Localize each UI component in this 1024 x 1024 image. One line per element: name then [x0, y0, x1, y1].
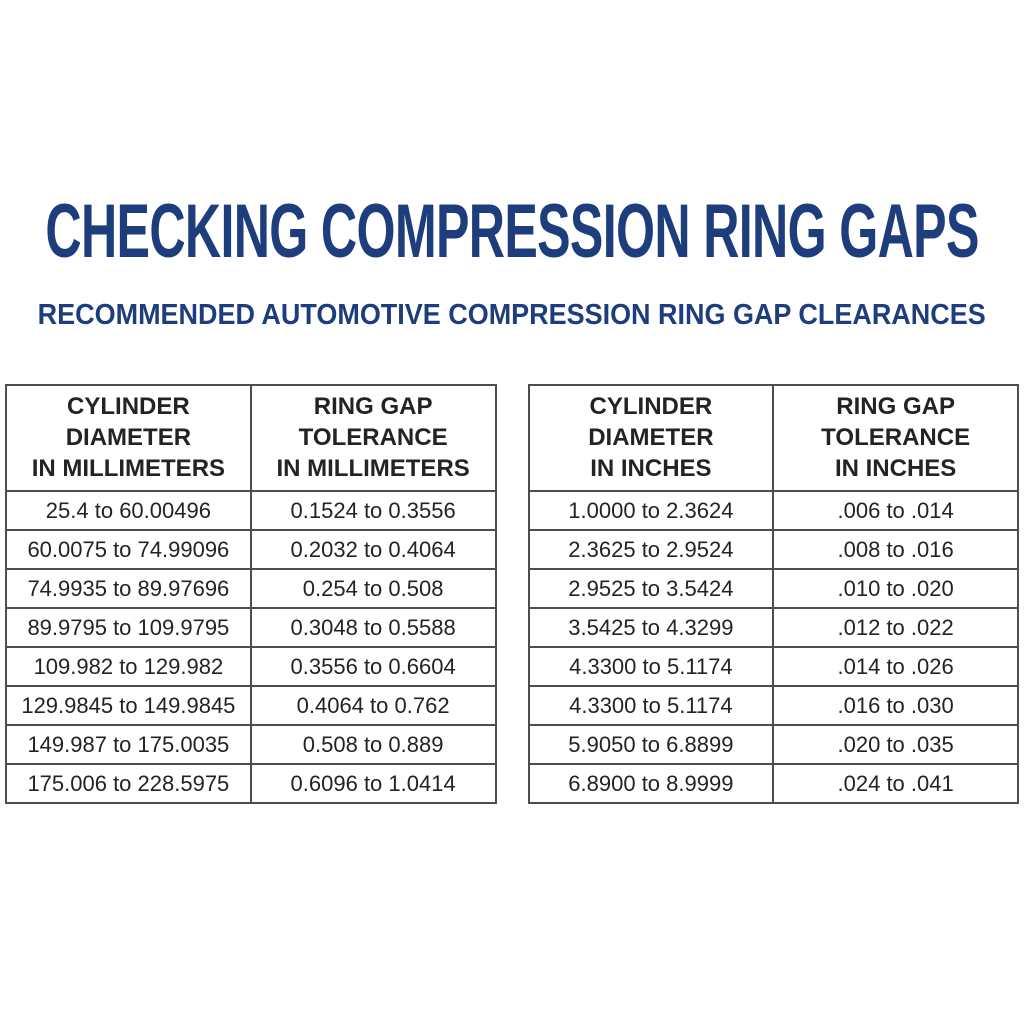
page-subtitle: [0, 301, 1024, 330]
diameter-cell: 149.987 to 175.0035: [6, 725, 251, 764]
tolerance-cell: 0.3048 to 0.5588: [251, 608, 496, 647]
tolerance-cell: .024 to .041: [773, 764, 1018, 803]
table-row: [6, 686, 496, 725]
diameter-cell: 175.006 to 228.5975: [6, 764, 251, 803]
diameter-cell: 109.982 to 129.982: [6, 647, 251, 686]
tolerance-cell: 0.508 to 0.889: [251, 725, 496, 764]
table-row: [529, 569, 1019, 608]
diameter-cell: 4.3300 to 5.1174: [529, 686, 774, 725]
diameter-cell: 74.9935 to 89.97696: [6, 569, 251, 608]
header-line: CYLINDER: [589, 393, 713, 420]
document-page: [0, 189, 1024, 1024]
tolerance-cell: .012 to .022: [773, 608, 1018, 647]
table-row: [6, 725, 496, 764]
header-cylinder-diameter-in: [529, 385, 774, 491]
header-line: IN INCHES: [834, 455, 957, 482]
tolerance-cell: 0.1524 to 0.3556: [251, 491, 496, 530]
header-line: RING GAP: [836, 393, 955, 420]
table-row: [6, 569, 496, 608]
diameter-cell: 6.8900 to 8.9999: [529, 764, 774, 803]
header-line: RING GAP: [313, 393, 433, 420]
header-line: TOLERANCE: [298, 424, 448, 451]
tolerance-cell: .006 to .014: [773, 491, 1018, 530]
header-line: IN INCHES: [590, 455, 712, 482]
table-row: [6, 491, 496, 530]
table-row: [6, 647, 496, 686]
table-row: [529, 608, 1019, 647]
diameter-cell: 4.3300 to 5.1174: [529, 647, 774, 686]
diameter-cell: 2.3625 to 2.9524: [529, 530, 774, 569]
header-line: CYLINDER: [67, 393, 190, 420]
tolerance-cell: .016 to .030: [773, 686, 1018, 725]
header-ring-gap-tolerance-in: [773, 385, 1018, 491]
tolerance-cell: .020 to .035: [773, 725, 1018, 764]
table-row: [6, 530, 496, 569]
tolerance-cell: .014 to .026: [773, 647, 1018, 686]
header-line: IN MILLIMETERS: [31, 455, 226, 482]
header-line: DIAMETER: [65, 424, 192, 451]
tolerance-cell: 0.3556 to 0.6604: [251, 647, 496, 686]
table-row: [529, 686, 1019, 725]
diameter-cell: 3.5425 to 4.3299: [529, 608, 774, 647]
header-ring-gap-tolerance-mm: [251, 385, 496, 491]
diameter-cell: 5.9050 to 6.8899: [529, 725, 774, 764]
table-inches: [528, 384, 1020, 804]
header-line: DIAMETER: [588, 424, 714, 451]
table-row: [529, 764, 1019, 803]
page-title: [0, 189, 1024, 274]
tables-row: [0, 384, 1024, 804]
table-millimeters-head: [6, 385, 496, 491]
tolerance-cell: 0.4064 to 0.762: [251, 686, 496, 725]
diameter-cell: 1.0000 to 2.3624: [529, 491, 774, 530]
header-line: IN MILLIMETERS: [276, 455, 470, 482]
tolerance-cell: .010 to .020: [773, 569, 1018, 608]
header-line: TOLERANCE: [821, 424, 971, 451]
table-inches-head: [529, 385, 1019, 491]
header-row: [6, 385, 496, 491]
diameter-cell: 89.9795 to 109.9795: [6, 608, 251, 647]
diameter-cell: 129.9845 to 149.9845: [6, 686, 251, 725]
table-millimeters-body: [6, 491, 496, 803]
table-row: [6, 764, 496, 803]
diameter-cell: 2.9525 to 3.5424: [529, 569, 774, 608]
tolerance-cell: 0.2032 to 0.4064: [251, 530, 496, 569]
diameter-cell: 60.0075 to 74.99096: [6, 530, 251, 569]
header-row: [529, 385, 1019, 491]
diameter-cell: 25.4 to 60.00496: [6, 491, 251, 530]
tolerance-cell: 0.254 to 0.508: [251, 569, 496, 608]
page-title-text: CHECKING COMPRESSION RING GAPS: [45, 189, 979, 274]
header-cylinder-diameter-mm: [6, 385, 251, 491]
tolerance-cell: .008 to .016: [773, 530, 1018, 569]
table-millimeters: [5, 384, 497, 804]
table-row: [529, 647, 1019, 686]
table-inches-body: [529, 491, 1019, 803]
table-row: [529, 530, 1019, 569]
table-row: [6, 608, 496, 647]
tolerance-cell: 0.6096 to 1.0414: [251, 764, 496, 803]
table-row: [529, 725, 1019, 764]
table-row: [529, 491, 1019, 530]
page-subtitle-text: RECOMMENDED AUTOMOTIVE COMPRESSION RING GAP CLEARANCES: [37, 299, 987, 331]
